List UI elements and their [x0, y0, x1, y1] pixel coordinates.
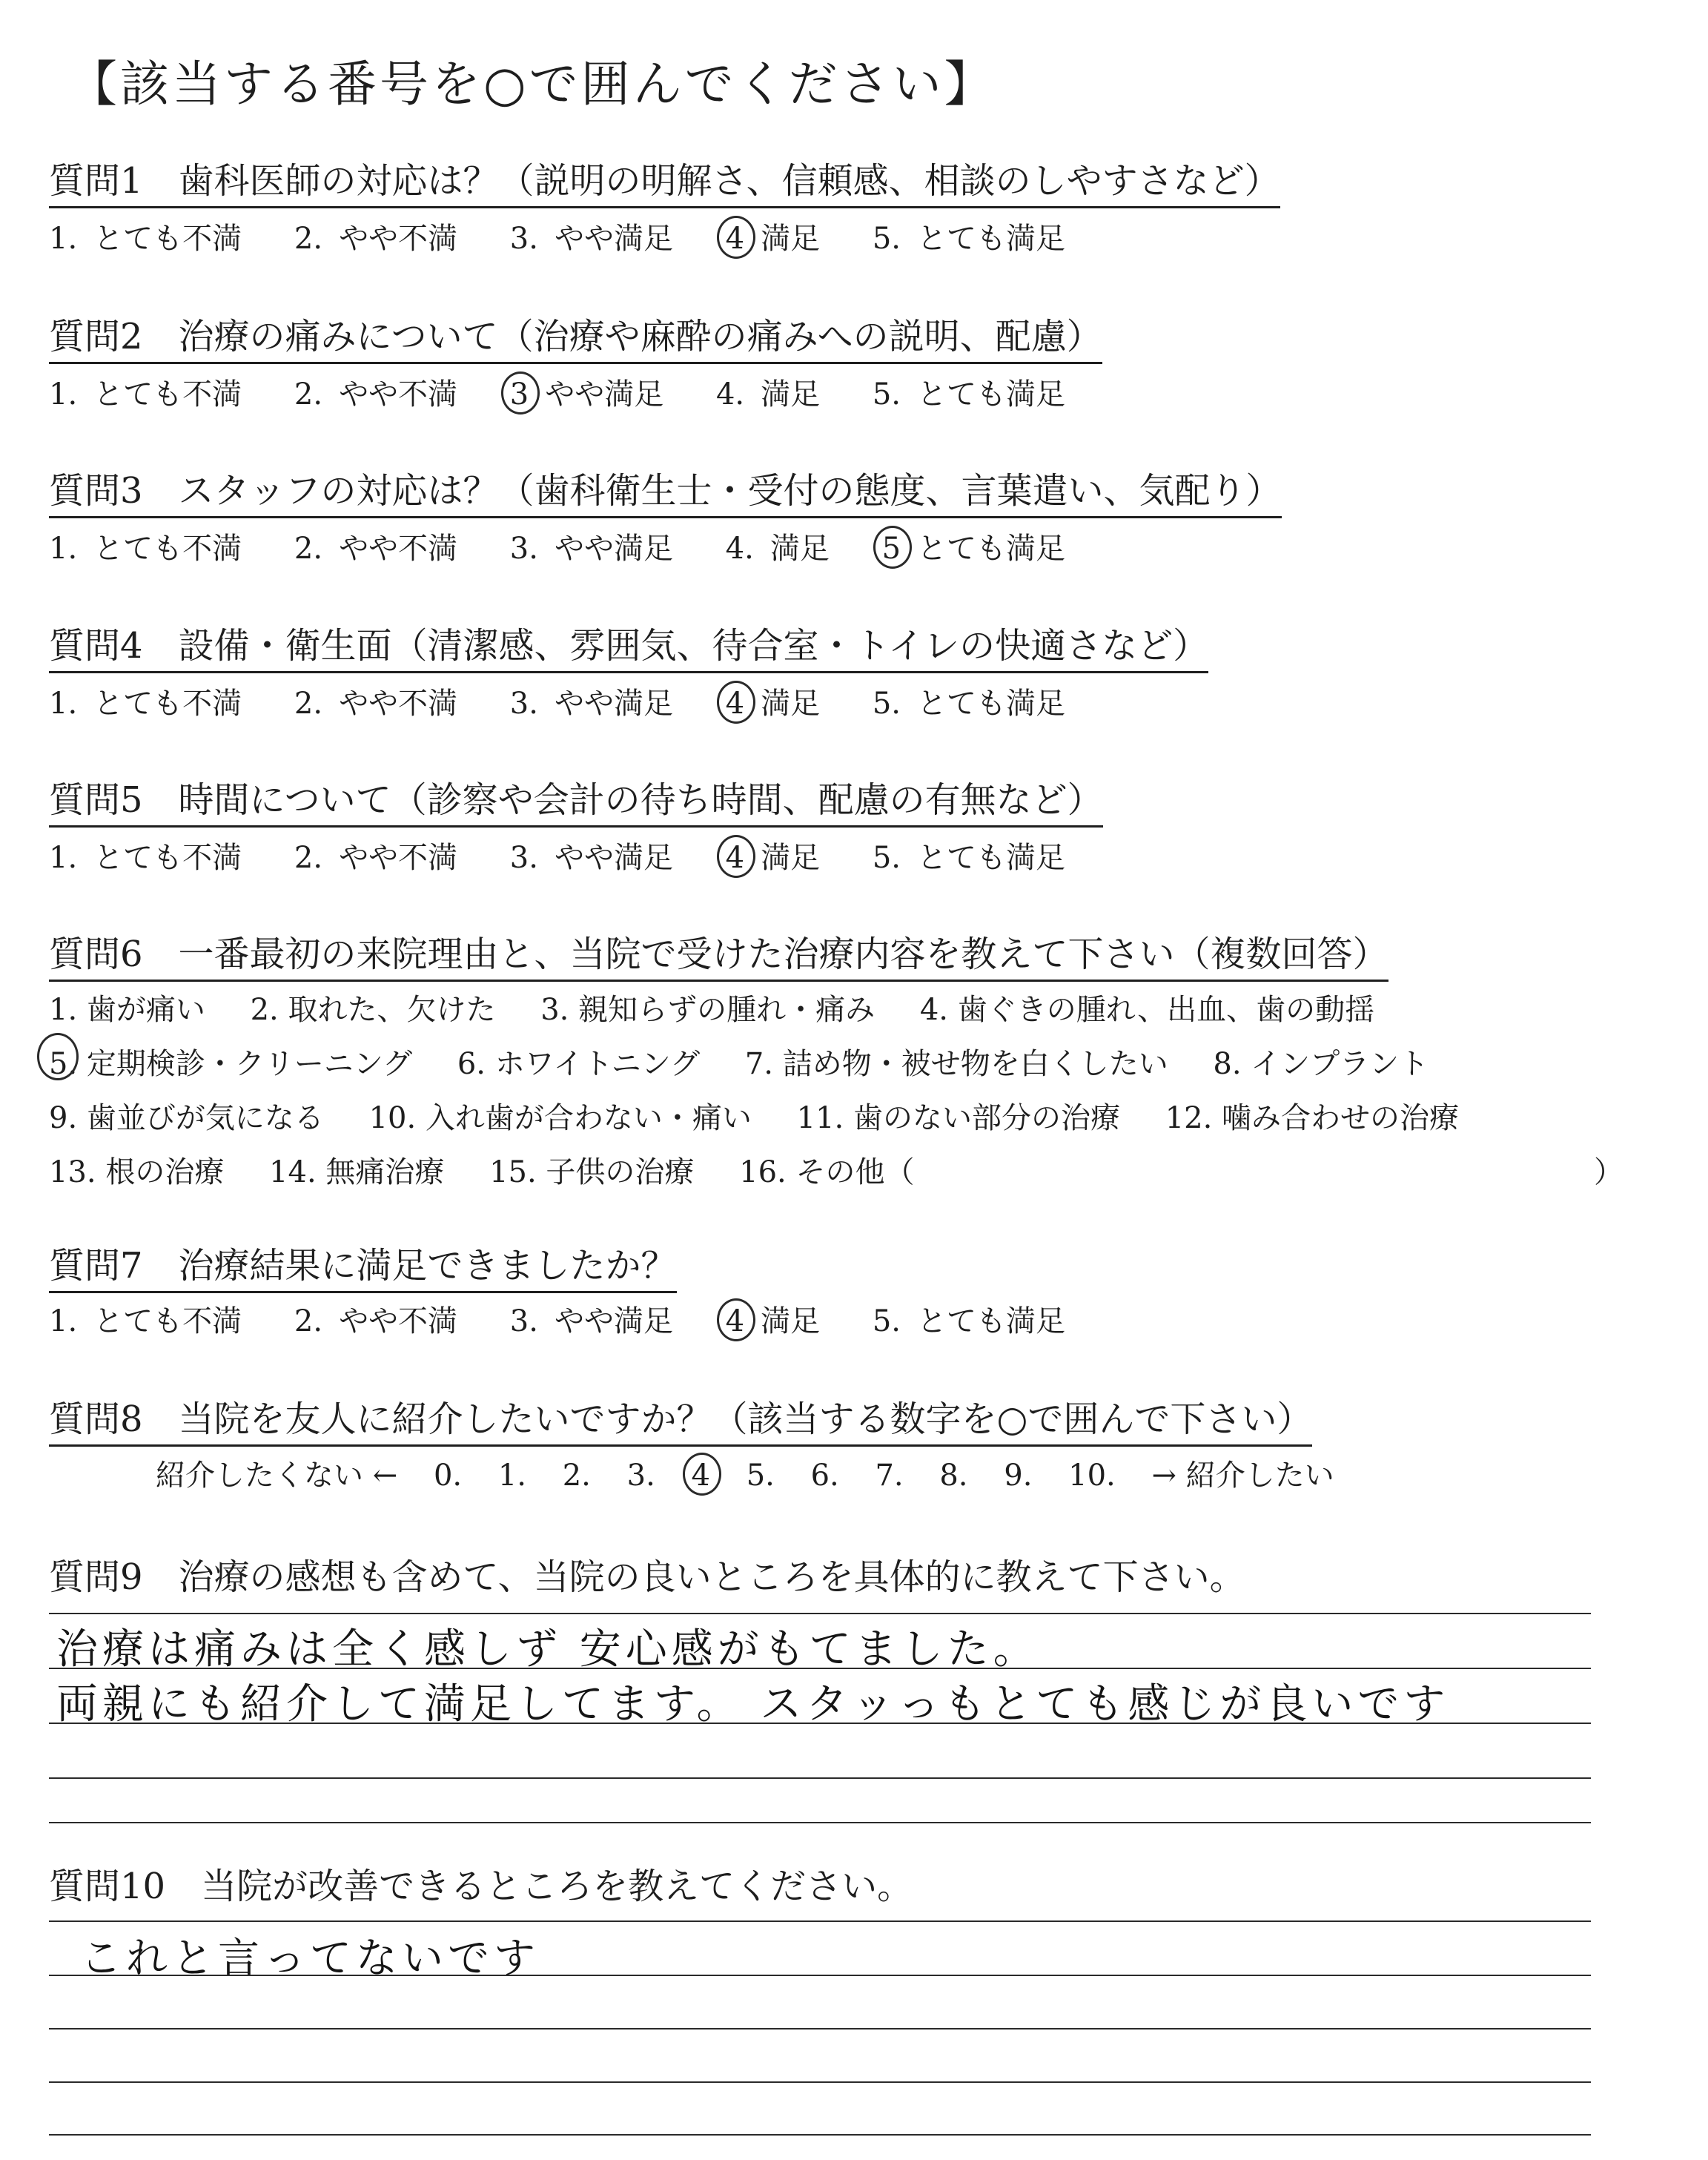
q9-handwritten-line-1[interactable]: 治療は痛みは全く感しず 安心感がもてました。 — [56, 1625, 1039, 1674]
q8-score-1[interactable]: 1. — [497, 1459, 527, 1493]
q1-option-5[interactable]: 5. とても満足 — [872, 222, 1066, 256]
q6-option-1[interactable]: 1. 歯が痛い — [49, 993, 205, 1027]
q5-option-4-selected[interactable]: 4 満足 — [725, 841, 821, 875]
question-5-heading: 質問5 時間について（診察や会計の待ち時間、配慮の有無など） — [49, 771, 1103, 828]
q9-answer-rule-4 — [49, 1777, 1591, 1779]
q4-option-1[interactable]: 1. とても不満 — [49, 687, 242, 721]
q6-option-14[interactable]: 14. 無痛治療 — [269, 1155, 445, 1189]
q6-option-7[interactable]: 7. 詰め物・被せ物を白くしたい — [744, 1047, 1168, 1081]
q8-scale — [156, 1452, 1361, 1494]
question-10-heading: 質問10 当院が改善できるところを教えてください。 — [49, 1866, 913, 1907]
question-6-heading: 質問6 一番最初の来院理由と、当院で受けた治療内容を教えて下さい（複数回答） — [49, 925, 1388, 982]
q6-option-3[interactable]: 3. 親知らずの腫れ・痛み — [540, 993, 875, 1027]
q10-handwritten-line-1[interactable]: これと言ってないです — [80, 1935, 540, 1983]
question-2-options — [49, 371, 1108, 413]
q3-option-4[interactable]: 4. 満足 — [725, 532, 830, 566]
question-7-heading: 質問7 治療結果に満足できましたか？ — [49, 1237, 677, 1293]
q6-selection-circle — [37, 1033, 79, 1080]
q6-other-close-paren: ） — [1594, 1155, 1623, 1189]
q6-option-13[interactable]: 13. 根の治療 — [49, 1155, 225, 1189]
q9-handwritten-line-2[interactable]: 両親にも紹介して満足してます。 スタッっもとても感じが良いです — [56, 1680, 1450, 1728]
q10-answer-rule-2 — [49, 1975, 1591, 1976]
q6-options-row-1 — [49, 986, 1410, 1028]
q10-answer-rule-4 — [49, 2081, 1591, 2083]
q4-option-5[interactable]: 5. とても満足 — [872, 687, 1066, 721]
q4-option-4-selected[interactable]: 4 満足 — [725, 687, 821, 721]
q8-score-7[interactable]: 7. — [875, 1459, 904, 1493]
q8-left-label: 紹介したくない ← — [156, 1459, 398, 1493]
question-7-options — [49, 1298, 1108, 1340]
q7-option-1[interactable]: 1. とても不満 — [49, 1304, 242, 1338]
q9-answer-rule-5 — [49, 1822, 1591, 1823]
q2-option-1[interactable]: 1. とても不満 — [49, 377, 242, 412]
q6-option-4[interactable]: 4. 歯ぐきの腫れ、出血、歯の動揺 — [919, 993, 1375, 1027]
q7-option-4-selected[interactable]: 4 満足 — [725, 1304, 821, 1338]
q10-answer-rule-1 — [49, 1920, 1591, 1922]
q2-option-4[interactable]: 4. 満足 — [715, 377, 821, 412]
q1-option-4-selected[interactable]: 4 満足 — [725, 222, 821, 256]
q6-options-row-4 — [49, 1149, 950, 1191]
question-3-options — [49, 525, 1108, 567]
q8-right-label: → 紹介したい — [1151, 1459, 1334, 1493]
q6-option-15[interactable]: 15. 子供の治療 — [489, 1155, 695, 1189]
q6-option-10[interactable]: 10. 入れ歯が合わない・痛い — [368, 1101, 752, 1135]
q8-score-5[interactable]: 5. — [746, 1459, 775, 1493]
q8-score-2[interactable]: 2. — [562, 1459, 591, 1493]
q9-answer-rule-3 — [49, 1723, 1591, 1724]
question-3-heading: 質問3 スタッフの対応は？（歯科衛生士・受付の態度、言葉遣い、気配り） — [49, 462, 1282, 518]
q5-option-3[interactable]: 3. やや満足 — [509, 841, 673, 875]
q1-option-2[interactable]: 2. やや不満 — [294, 222, 458, 256]
form-title: 【該当する番号を○で囲んでください】 — [68, 56, 996, 113]
q3-option-1[interactable]: 1. とても不満 — [49, 532, 242, 566]
question-9-heading: 質問9 治療の感想も含めて、当院の良いところを具体的に教えて下さい。 — [49, 1556, 1245, 1598]
q8-score-10[interactable]: 10. — [1068, 1459, 1116, 1493]
q8-score-6[interactable]: 6. — [810, 1459, 839, 1493]
q6-options-row-2 — [49, 1040, 1464, 1083]
q5-option-5[interactable]: 5. とても満足 — [872, 841, 1066, 875]
q9-answer-rule-2 — [49, 1668, 1591, 1669]
q6-option-9[interactable]: 9. 歯並びが気になる — [49, 1101, 324, 1135]
question-1-heading: 質問1 歯科医師の対応は？（説明の明解さ、信頼感、相談のしやすさなど） — [49, 152, 1280, 208]
q6-option-8[interactable]: 8. インプラント — [1213, 1047, 1429, 1081]
q6-options-row-3 — [49, 1094, 1494, 1137]
q4-option-2[interactable]: 2. やや不満 — [294, 687, 458, 721]
q8-score-0[interactable]: 0. — [433, 1459, 463, 1493]
q6-option-6[interactable]: 6. ホワイトニング — [457, 1047, 701, 1081]
q2-option-3-selected[interactable]: 3 やや満足 — [509, 377, 664, 412]
q6-option-11[interactable]: 11. 歯のない部分の治療 — [796, 1101, 1120, 1135]
q3-option-2[interactable]: 2. やや不満 — [294, 532, 458, 566]
q6-option-5-selected[interactable]: 5. 定期検診・クリーニング — [49, 1047, 413, 1081]
q8-score-3[interactable]: 3. — [626, 1459, 655, 1493]
q3-option-3[interactable]: 3. やや満足 — [509, 532, 673, 566]
question-4-options — [49, 680, 1108, 722]
question-1-options — [49, 215, 1108, 257]
q1-option-3[interactable]: 3. やや満足 — [509, 222, 673, 256]
q10-answer-rule-5 — [49, 2134, 1591, 2136]
q2-option-5[interactable]: 5. とても満足 — [872, 377, 1066, 412]
q6-option-2[interactable]: 2. 取れた、欠けた — [250, 993, 496, 1027]
q8-score-8[interactable]: 8. — [939, 1459, 968, 1493]
q3-option-5-selected[interactable]: 5 とても満足 — [881, 532, 1066, 566]
q8-score-9[interactable]: 9. — [1004, 1459, 1033, 1493]
q7-option-2[interactable]: 2. やや不満 — [294, 1304, 458, 1338]
q5-option-2[interactable]: 2. やや不満 — [294, 841, 458, 875]
q8-score-4-selected[interactable]: 4 — [691, 1459, 710, 1493]
q7-option-3[interactable]: 3. やや満足 — [509, 1304, 673, 1338]
q6-option-12[interactable]: 12. 噛み合わせの治療 — [1165, 1101, 1460, 1135]
q2-option-2[interactable]: 2. やや不満 — [294, 377, 458, 412]
q6-option-16[interactable]: 16. その他（ — [739, 1155, 915, 1189]
q10-answer-rule-3 — [49, 2028, 1591, 2029]
question-2-heading: 質問2 治療の痛みについて（治療や麻酔の痛みへの説明、配慮） — [49, 308, 1102, 364]
question-8-heading: 質問8 当院を友人に紹介したいですか？（該当する数字を○で囲んで下さい） — [49, 1390, 1312, 1447]
question-4-heading: 質問4 設備・衛生面（清潔感、雰囲気、待合室・トイレの快適さなど） — [49, 617, 1208, 673]
q1-option-1[interactable]: 1. とても不満 — [49, 222, 242, 256]
q9-answer-rule-1 — [49, 1613, 1591, 1614]
q5-option-1[interactable]: 1. とても不満 — [49, 841, 242, 875]
question-5-options — [49, 834, 1108, 876]
q4-option-3[interactable]: 3. やや満足 — [509, 687, 673, 721]
q7-option-5[interactable]: 5. とても満足 — [872, 1304, 1066, 1338]
